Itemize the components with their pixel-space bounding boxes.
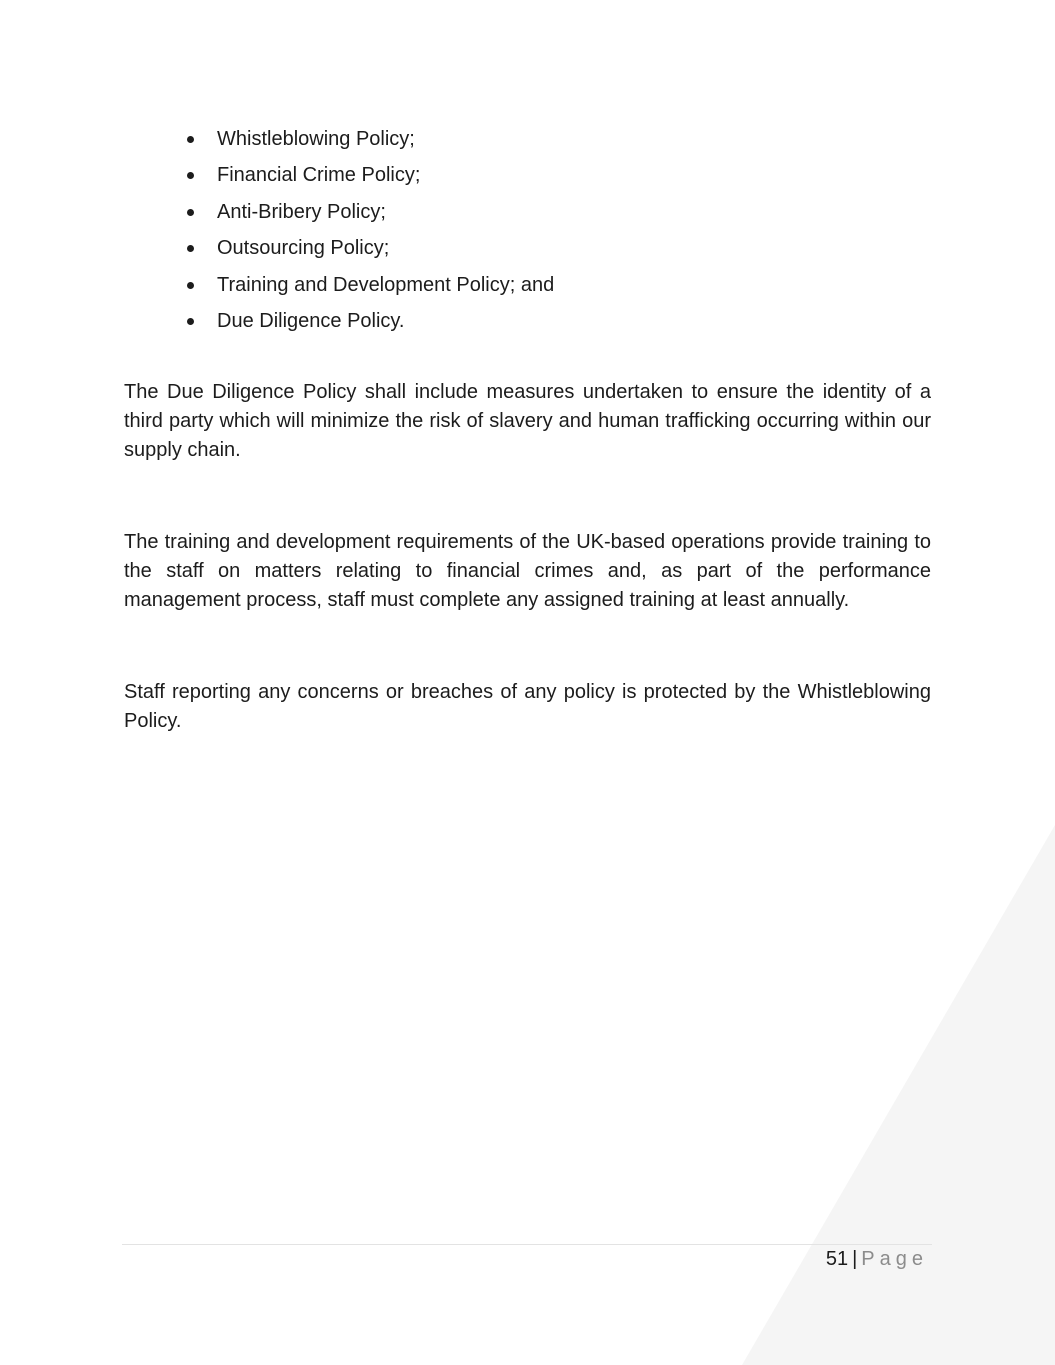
footer-divider bbox=[122, 1244, 932, 1245]
list-item-text: Anti-Bribery Policy; bbox=[217, 200, 386, 223]
bullet-icon bbox=[187, 318, 194, 325]
list-item-text: Financial Crime Policy; bbox=[217, 164, 421, 187]
page-body bbox=[124, 121, 931, 736]
paragraph-training: The training and development requirements of the UK-based operations provide training to the staff on matters relating to financial crimes and, as part of the performance management process, staff must complete any assigned training at least annually. bbox=[124, 531, 931, 612]
list-item-text: Due Diligence Policy. bbox=[217, 310, 405, 333]
list-item-text: Outsourcing Policy; bbox=[217, 237, 390, 260]
policy-list bbox=[124, 121, 931, 339]
list-item bbox=[124, 194, 931, 230]
list-item bbox=[124, 121, 931, 157]
list-item bbox=[124, 303, 931, 339]
bullet-icon bbox=[187, 282, 194, 289]
bullet-icon bbox=[187, 209, 194, 216]
paragraph-due-diligence: The Due Diligence Policy shall include measures undertaken to ensure the identity of a third party which will minimize the risk of slavery and human trafficking occurring within our supply chain. bbox=[124, 381, 931, 462]
page-number: 51 bbox=[825, 1248, 849, 1270]
paragraph-whistleblowing: Staff reporting any concerns or breaches of any policy is protected by the Whistleblowing Policy. bbox=[124, 681, 931, 733]
list-item bbox=[124, 230, 931, 266]
page-separator: | bbox=[852, 1248, 858, 1270]
list-item-text: Training and Development Policy; and bbox=[217, 273, 555, 296]
bullet-icon bbox=[187, 172, 194, 179]
list-item bbox=[124, 157, 931, 193]
bullet-icon bbox=[187, 245, 194, 252]
list-item-text: Whistleblowing Policy; bbox=[217, 128, 415, 150]
page-footer bbox=[826, 1246, 928, 1272]
list-item bbox=[124, 267, 931, 303]
bullet-icon bbox=[187, 136, 194, 143]
page-label: Page bbox=[861, 1248, 928, 1270]
